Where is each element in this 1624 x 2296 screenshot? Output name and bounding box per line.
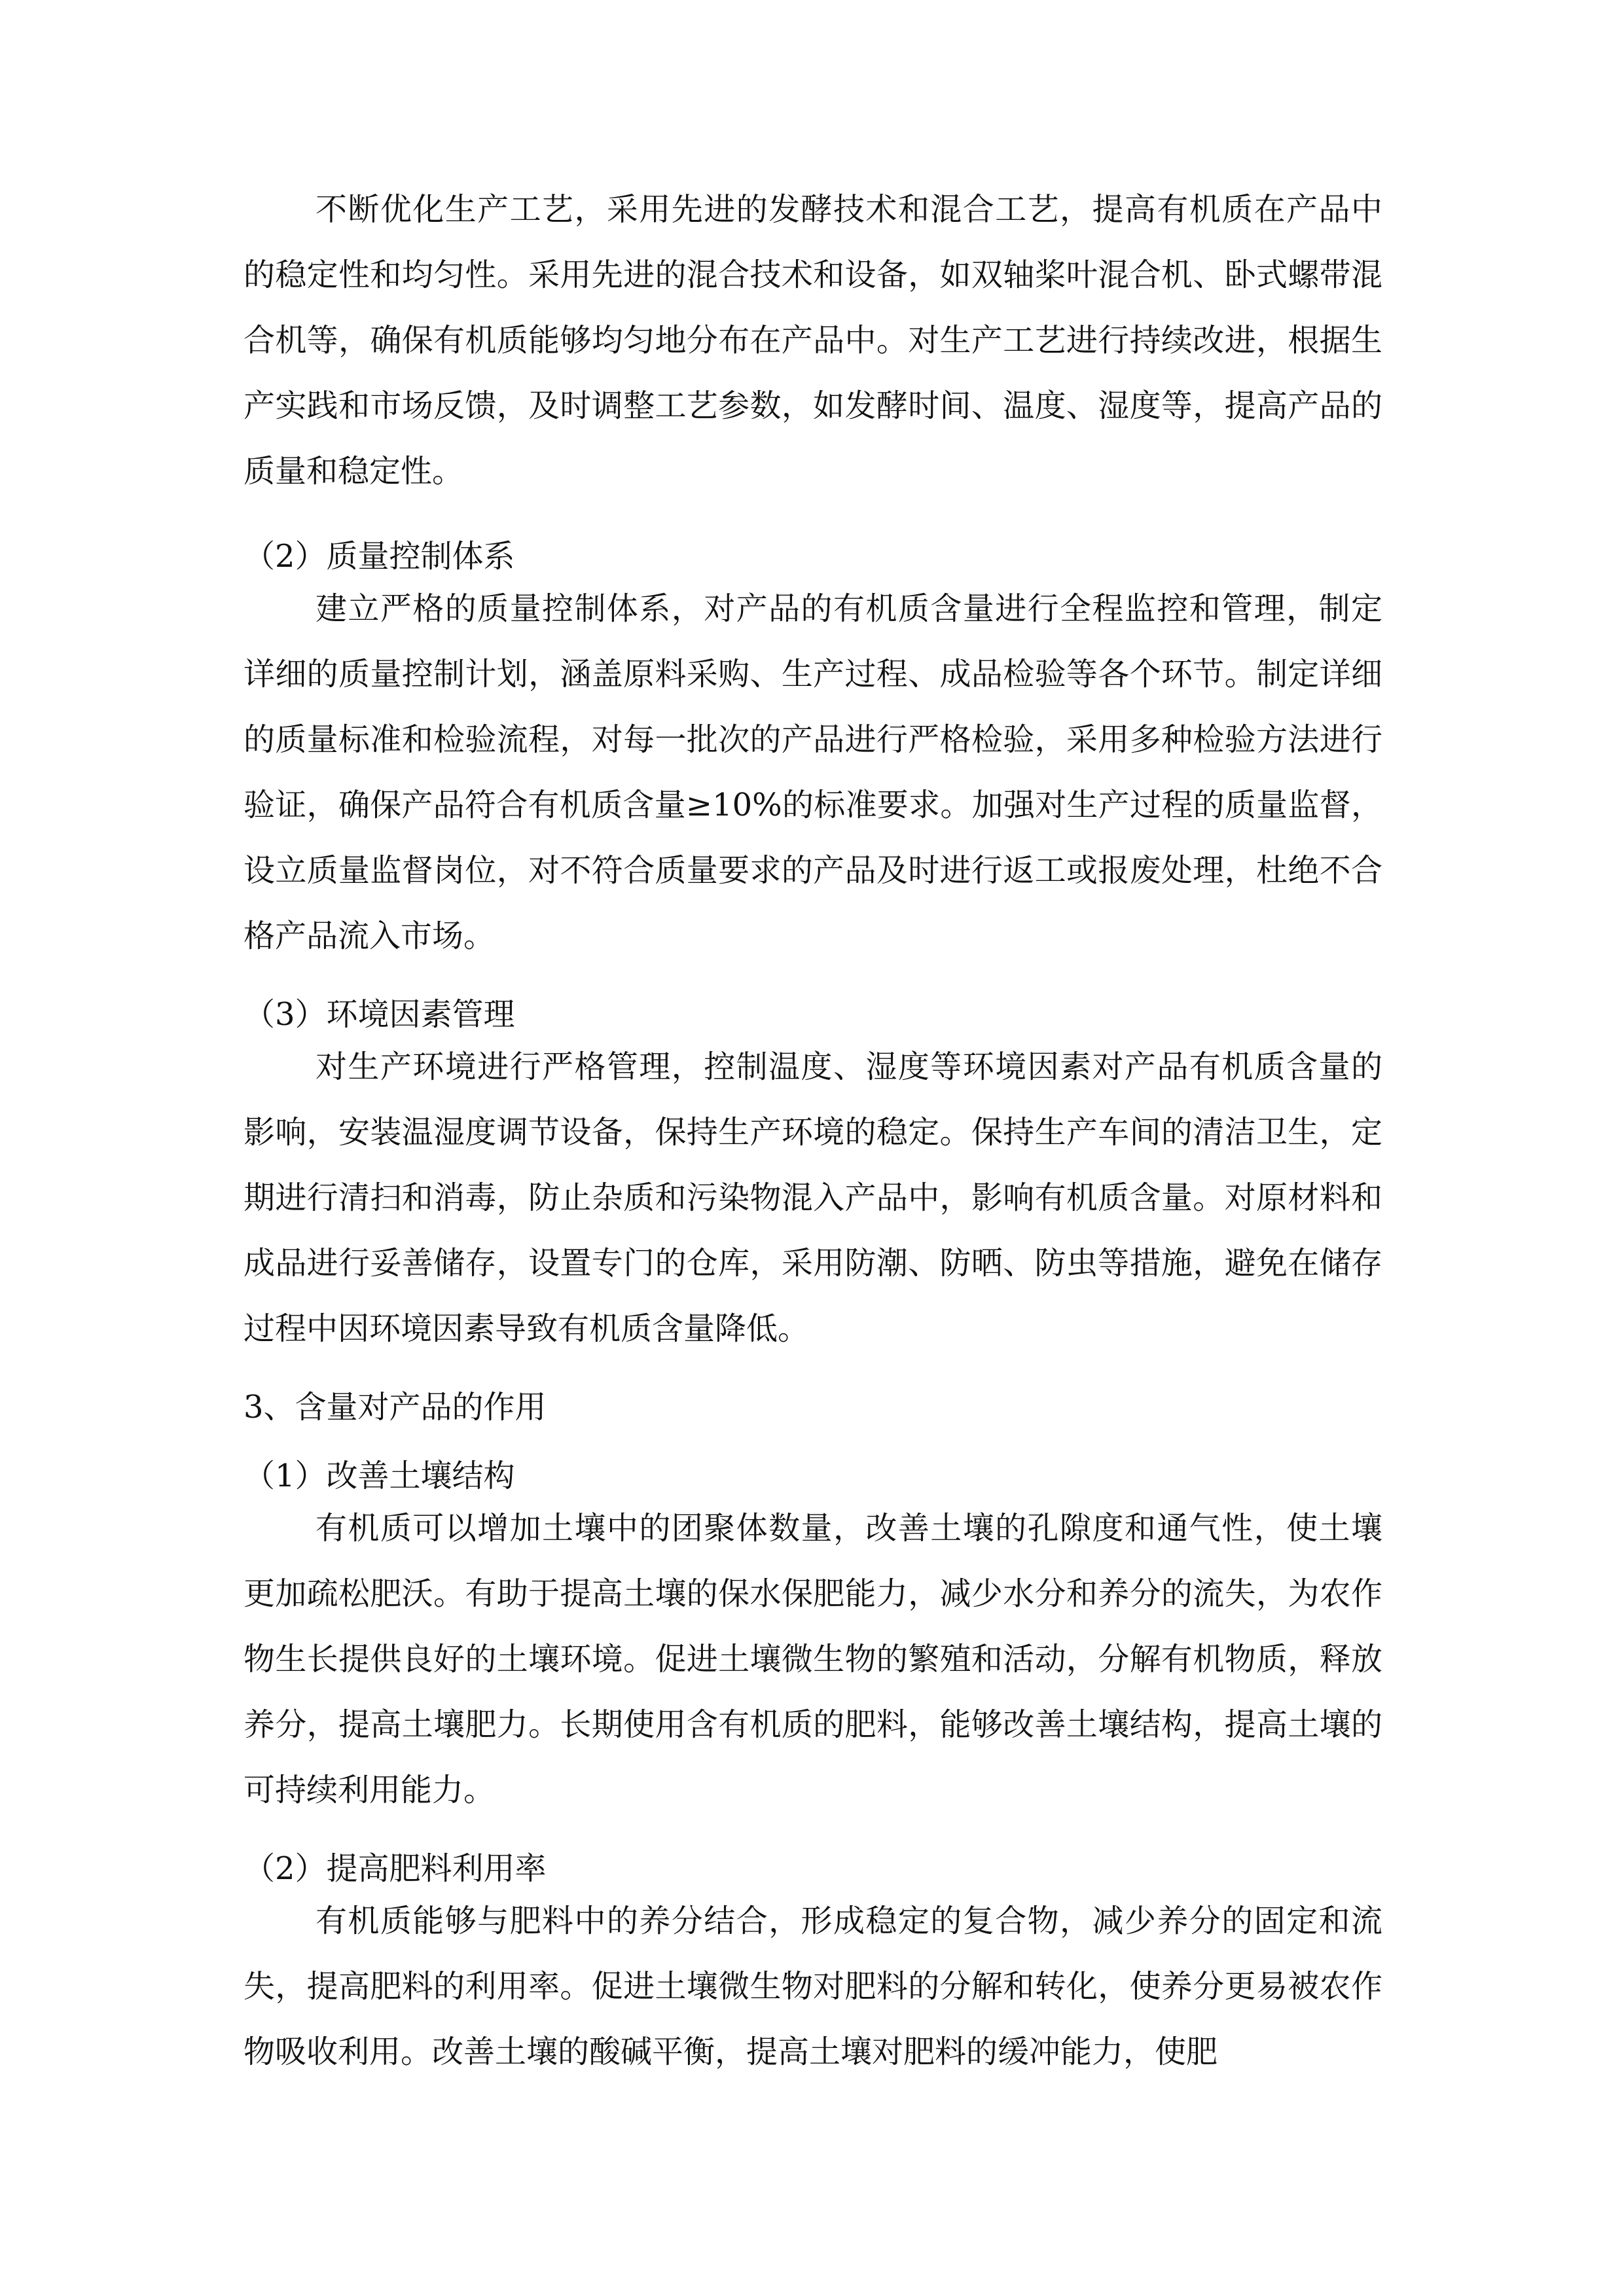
- heading-soil-structure: （1）改善土壤结构: [244, 1458, 515, 1494]
- paragraph-quality-control: 建立严格的质量控制体系，对产品的有机质含量进行全程监控和管理，制定详细的质量控制计划，涵盖原料采购、生产过程、成品检验等各个环节。制定详细的质量标准和检验流程，对每一批次的产品进行严格检验，采用多种检验方法进行验证，确保产品符合有机质含量≥10%的标准要求。加强对生产过程的质量监督，设立质量监督岗位，对不符合质量要求的产品及时进行返工或报废处理，杜绝不合格产品流入市场。: [244, 590, 1382, 954]
- section-title-content-effect: 3、含量对产品的作用: [244, 1389, 547, 1426]
- paragraph-production-process: 不断优化生产工艺，采用先进的发酵技术和混合工艺，提高有机质在产品中的稳定性和均匀性。采用先进的混合技术和设备，如双轴桨叶混合机、卧式螺带混合机等，确保有机质能够均匀地分布在产品中。对生产工艺进行持续改进，根据生产实践和市场反馈，及时调整工艺参数，如发酵时间、温度、湿度等，提高产品的质量和稳定性。: [244, 191, 1382, 490]
- paragraph-fertilizer-efficiency: 有机质能够与肥料中的养分结合，形成稳定的复合物，减少养分的固定和流失，提高肥料的利用率。促进土壤微生物对肥料的分解和转化，使养分更易被农作物吸收利用。改善土壤的酸碱平衡，提高土壤对肥料的缓冲能力，使肥: [244, 1903, 1382, 2070]
- heading-quality-control: （2）质量控制体系: [244, 538, 515, 575]
- paragraph-soil-structure: 有机质可以增加土壤中的团聚体数量，改善土壤的孔隙度和通气性，使土壤更加疏松肥沃。有助于提高土壤的保水保肥能力，减少水分和养分的流失，为农作物生长提供良好的土壤环境。促进土壤微生物的繁殖和活动，分解有机物质，释放养分，提高土壤肥力。长期使用含有机质的肥料，能够改善土壤结构，提高土壤的可持续利用能力。: [244, 1510, 1382, 1808]
- paragraph-environment-management: 对生产环境进行严格管理，控制温度、湿度等环境因素对产品有机质含量的影响，安装温湿度调节设备，保持生产环境的稳定。保持生产车间的清洁卫生，定期进行清扫和消毒，防止杂质和污染物混入产品中，影响有机质含量。对原材料和成品进行妥善储存，设置专门的仓库，采用防潮、防晒、防虫等措施，避免在储存过程中因环境因素导致有机质含量降低。: [244, 1049, 1382, 1347]
- heading-environment-management: （3）环境因素管理: [244, 996, 515, 1033]
- heading-fertilizer-efficiency: （2）提高肥料利用率: [244, 1850, 547, 1887]
